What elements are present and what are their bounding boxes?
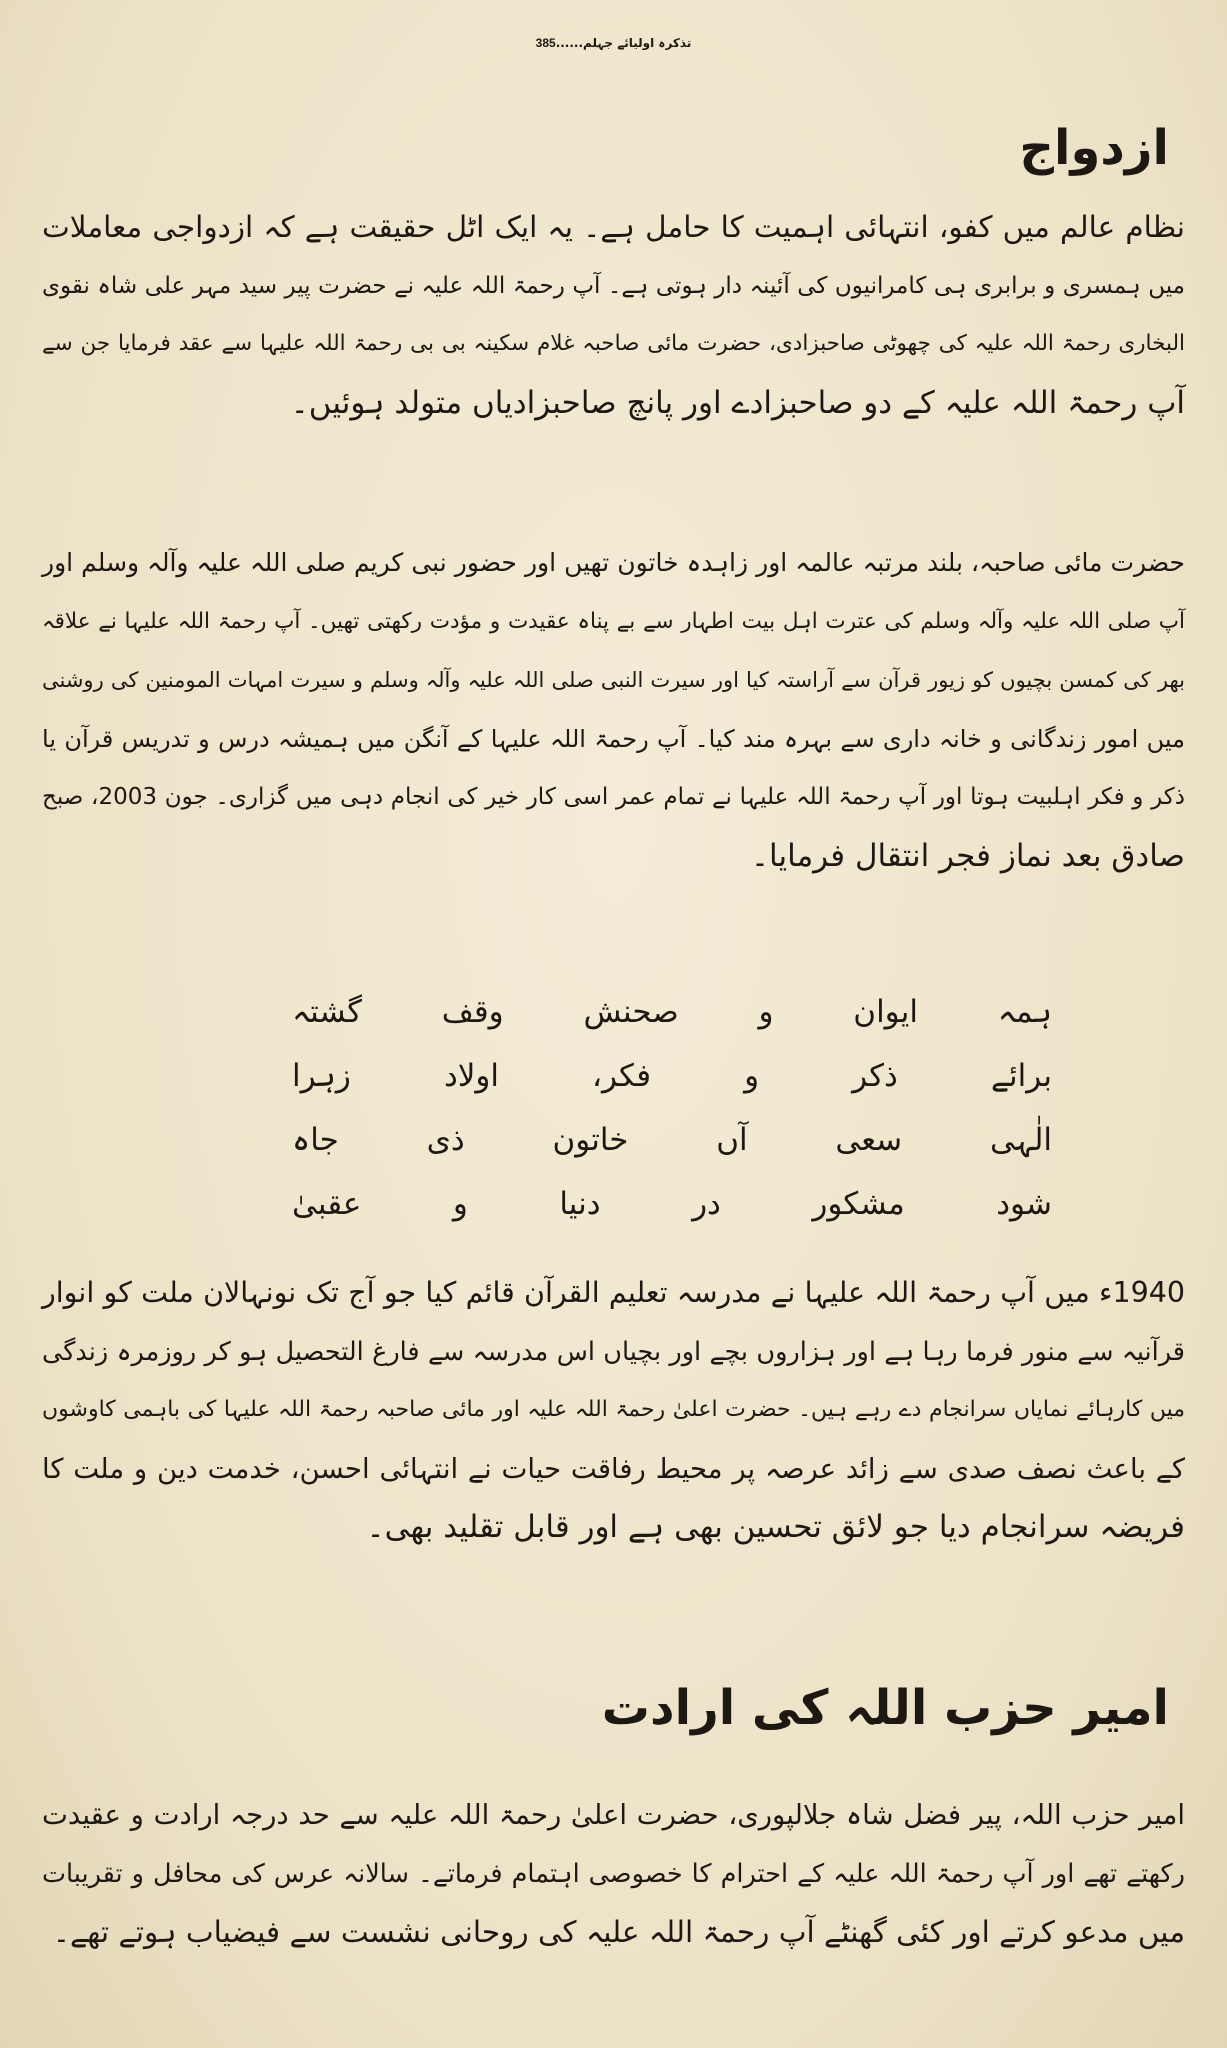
poem-word: شود (996, 1186, 1052, 1222)
text-line: رکھتے تھے اور آپ رحمۃ اللہ علیہ کے احترام کا خصوصی اہتمام فرماتے۔ سالانہ عرس کی محافل و تقریبات (42, 1858, 1185, 1889)
poem-verse (292, 1108, 1052, 1172)
poem-word: وقف (441, 994, 504, 1030)
text-line: ذکر و فکر اہلبیت ہوتا اور آپ رحمۃ اللہ علیہا نے تمام عمر اسی کار خیر کی انجام دہی میں گزاری۔ جون 2003، صبح (42, 784, 1185, 810)
section-heading-marriage: ازدواج (1019, 120, 1169, 176)
poem-word: ذی (426, 1122, 465, 1158)
poem-verse (292, 1044, 1052, 1108)
section-heading-hizbullah: امیر حزب اللہ کی ارادت (601, 1680, 1169, 1736)
text-line: آپ رحمۃ اللہ علیہ کے دو صاحبزادے اور پانچ صاحبزادیاں متولد ہوئیں۔ (290, 384, 1185, 421)
text-line: میں ہمسری و برابری ہی کامرانیوں کی آئینہ دار ہوتی ہے۔ آپ رحمۃ اللہ علیہ نے حضرت پیر سید مہر علی شاہ نقوی (42, 272, 1185, 299)
text-line: آپ صلی اللہ علیہ وآلہ وسلم کی عترت اہل بیت اطہار سے بے پناہ عقیدت و مؤدت رکھتی تھیں۔ آپ رحمۃ اللہ علیہا نے علاقہ (42, 608, 1185, 634)
poem-word: خاتون (552, 1122, 629, 1158)
poem-verse (292, 980, 1052, 1044)
persian-poem (292, 980, 1052, 1236)
poem-word: در (692, 1186, 721, 1222)
poem-word: جاہ (292, 1122, 339, 1158)
paragraph-3 (42, 1264, 1185, 1557)
poem-word: زہرا (292, 1058, 351, 1094)
poem-word: عقبیٰ (292, 1186, 362, 1222)
text-line: کے باعث نصف صدی سے زائد عرصہ پر محیط رفاقت حیات نے انتہائی احسن، خدمت دین و ملت کا (42, 1452, 1185, 1485)
text-line: البخاری رحمۃ اللہ علیہ کی چھوٹی صاحبزادی، حضرت مائی صاحبہ غلام سکینہ بی بی رحمۃ اللہ علیہا سے عقد فرمایا جن سے (42, 331, 1185, 356)
poem-word: ایوان (853, 994, 918, 1030)
poem-word: صحنش (583, 994, 679, 1030)
poem-word: ہمہ (997, 994, 1052, 1030)
text-line: میں مدعو کرتے اور کئی گھنٹے آپ رحمۃ اللہ علیہ کی روحانی نشست سے فیضیاب ہوتے تھے۔ (52, 1915, 1185, 1949)
text-line: بھر کی کمسن بچیوں کو زیور قرآن سے آراستہ کیا اور سیرت النبی صلی اللہ علیہ وآلہ وسلم و سیرت امہات المومنین کی روشنی (42, 668, 1185, 692)
header-dots: ...... (555, 36, 584, 50)
page-number: 385 (535, 36, 556, 50)
poem-word: و (758, 994, 774, 1030)
text-line: فریضہ سرانجام دیا جو لائق تحسین بھی ہے اور قابل تقلید بھی۔ (366, 1509, 1185, 1545)
text-line: میں کارہائے نمایاں سرانجام دے رہے ہیں۔ حضرت اعلیٰ رحمۃ اللہ علیہ اور مائی صاحبہ رحمۃ اللہ علیہا کی باہمی کاوشوں (42, 1397, 1185, 1422)
poem-word: مشکور (812, 1186, 905, 1222)
text-line: حضرت مائی صاحبہ، بلند مرتبہ عالمہ اور زاہدہ خاتون تھیں اور حضور نبی کریم صلی اللہ علیہ وآلہ وسلم اور (42, 548, 1185, 577)
poem-word: ذکر (852, 1058, 898, 1094)
poem-word: سعی (835, 1122, 903, 1158)
paragraph-4 (42, 1786, 1185, 1962)
text-line: میں امور زندگانی و خانہ داری سے بہرہ مند کیا۔ آپ رحمۃ اللہ علیہا کے آنگن میں ہمیشہ درس و تدریس قرآن یا (42, 724, 1185, 753)
poem-word: فکر، (592, 1058, 652, 1094)
paragraph-1 (42, 198, 1185, 432)
text-line: امیر حزب اللہ، پیر فضل شاہ جلالپوری، حضرت اعلیٰ رحمۃ اللہ علیہ سے حد درجہ ارادت و عقیدت (42, 1799, 1185, 1831)
poem-verse (292, 1172, 1052, 1236)
text-line: صادق بعد نماز فجر انتقال فرمایا۔ (750, 837, 1185, 874)
poem-word: آں (716, 1122, 748, 1158)
poem-word: و (452, 1186, 468, 1222)
book-title: تذکرہ اولیائے جہلم (583, 36, 692, 50)
poem-word: دنیا (559, 1186, 601, 1222)
paragraph-2 (42, 534, 1185, 885)
poem-word: برائے (990, 1058, 1052, 1094)
poem-word: الٰہی (989, 1122, 1052, 1158)
text-line: نظام عالم میں کفو، انتہائی اہمیت کا حامل ہے۔ یہ ایک اٹل حقیقت ہے کہ ازدواجی معاملات (42, 210, 1185, 244)
poem-word: گشتہ (292, 994, 362, 1030)
running-header (0, 36, 1227, 50)
poem-word: و (744, 1058, 760, 1094)
poem-word: اولاد (443, 1058, 500, 1094)
text-line: 1940ء میں آپ رحمۃ اللہ علیہا نے مدرسہ تعلیم القرآن قائم کیا جو آج تک نونہالان ملت کو انوار (42, 1276, 1185, 1309)
text-line: قرآنیہ سے منور فرما رہا ہے اور ہزاروں بچے اور بچیاں اس مدرسہ سے فارغ التحصیل ہو کر روزمرہ زندگی (42, 1336, 1185, 1367)
